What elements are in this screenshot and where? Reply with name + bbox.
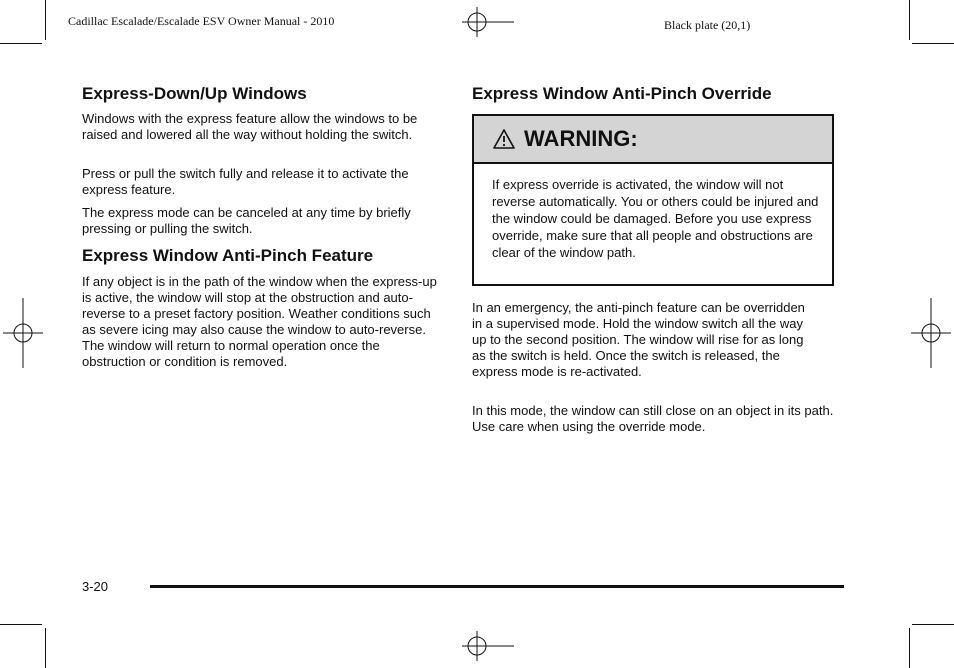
header-plate-label: Black plate (20,1) xyxy=(664,18,751,32)
paragraph-cancel-express: The express mode can be canceled at any time by briefly pressing or pulling the switch. xyxy=(82,205,411,236)
warning-header xyxy=(474,116,832,164)
paragraph-activate-express: Press or pull the switch fully and release it to activate the express feature. xyxy=(82,166,409,197)
crop-mark xyxy=(909,0,910,40)
crop-mark xyxy=(45,0,46,40)
crop-mark xyxy=(912,624,954,625)
heading-anti-pinch-feature: Express Window Anti-Pinch Feature xyxy=(82,246,374,265)
registration-mark-icon xyxy=(462,7,514,37)
heading-express-down-up: Express-Down/Up Windows xyxy=(82,84,307,103)
registration-mark-icon xyxy=(3,298,43,368)
heading-anti-pinch-override: Express Window Anti-Pinch Override xyxy=(472,84,772,103)
registration-mark-icon xyxy=(462,631,514,661)
footer-rule xyxy=(150,585,844,588)
paragraph-emergency-override: In an emergency, the anti-pinch feature can be overridden in a supervised mode. Hold the window switch all the way up to the second position. The window will rise for as long as the switch is held. Once the switch is released, the express mode is re-activated. xyxy=(472,300,805,379)
registration-mark-icon xyxy=(911,298,951,368)
crop-mark xyxy=(45,628,46,668)
page-number: 3-20 xyxy=(82,579,109,594)
crop-mark xyxy=(912,43,954,44)
warning-text: If express override is activated, the window will not reverse automatically. You or others could be injured and the window could be damaged. Before you use express override, make sure that all people and obstructions are clear of the window path. xyxy=(492,177,819,260)
crop-mark xyxy=(0,43,42,44)
crop-mark xyxy=(909,628,910,668)
warning-triangle-icon xyxy=(492,128,516,150)
paragraph-override-caution: In this mode, the window can still close on an object in its path. Use care when using the override mode. xyxy=(472,403,834,434)
warning-title: WARNING: xyxy=(524,126,638,151)
paragraph-express-feature: Windows with the express feature allow the windows to be raised and lowered all the way without holding the switch. xyxy=(82,111,418,142)
crop-mark xyxy=(0,624,42,625)
warning-box xyxy=(472,114,834,286)
paragraph-anti-pinch: If any object is in the path of the window when the express-up is active, the window will stop at the obstruction and auto-reverse to a preset factory position. Weather conditions such as severe icing may also cause the window to auto-reverse. The window will return to normal operation once the obstruction or condition is removed. xyxy=(82,274,437,369)
header-manual-title: Cadillac Escalade/Escalade ESV Owner Manual - 2010 xyxy=(68,14,335,28)
